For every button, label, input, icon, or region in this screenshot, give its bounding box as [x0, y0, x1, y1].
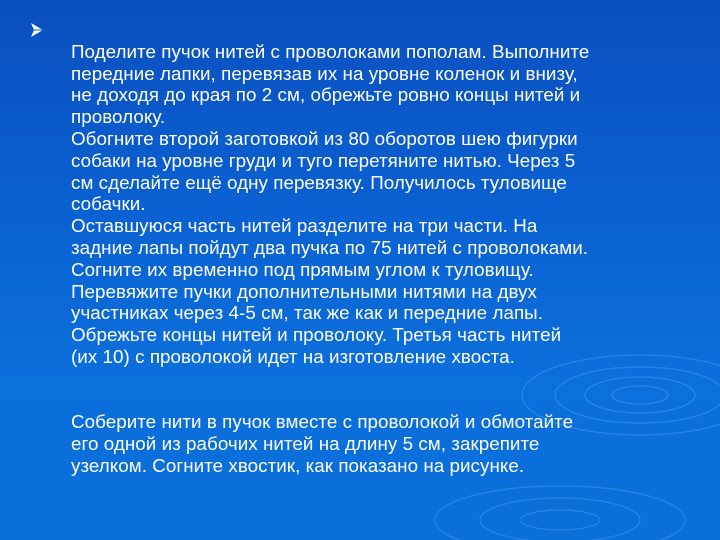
slide-body-text: [71, 19, 701, 499]
instruction-paragraph-1: Поделите пучок нитей с проволоками пополам. Выполните передние лапки, перевязав их на уровне коленок и внизу, не доходя до края по 2 см, обрежьте ровно концы нитей и проволоку. Обогните второй заготовкой из 80 оборотов шею фигурки собаки на уровне груди и туго перетяните нитью. Через 5 см сделайте ещё одну перевязку. Получилось туловище собачки. Оставшуюся часть нитей разделите на три части. На задние лапы пойдут два пучка по 75 нитей с проволоками. Согните их временно под прямым углом к туловищу. Перевяжите пучки дополнительными нитями на двух участниках через 4-5 см, так же как и передние лапы. Обрежьте концы нитей и проволоку. Третья часть нитей (их 10) с проволокой идет на изготовление хвоста.: [71, 40, 590, 367]
instruction-paragraph-2: Соберите нити в пучок вместе с проволокой и обмотайте его одной из рабочих нитей на длину 5 см, закрепите узелком. Согните хвостик, как показано на рисунке.: [71, 411, 574, 476]
arrowhead-bullet-icon: [30, 22, 44, 38]
